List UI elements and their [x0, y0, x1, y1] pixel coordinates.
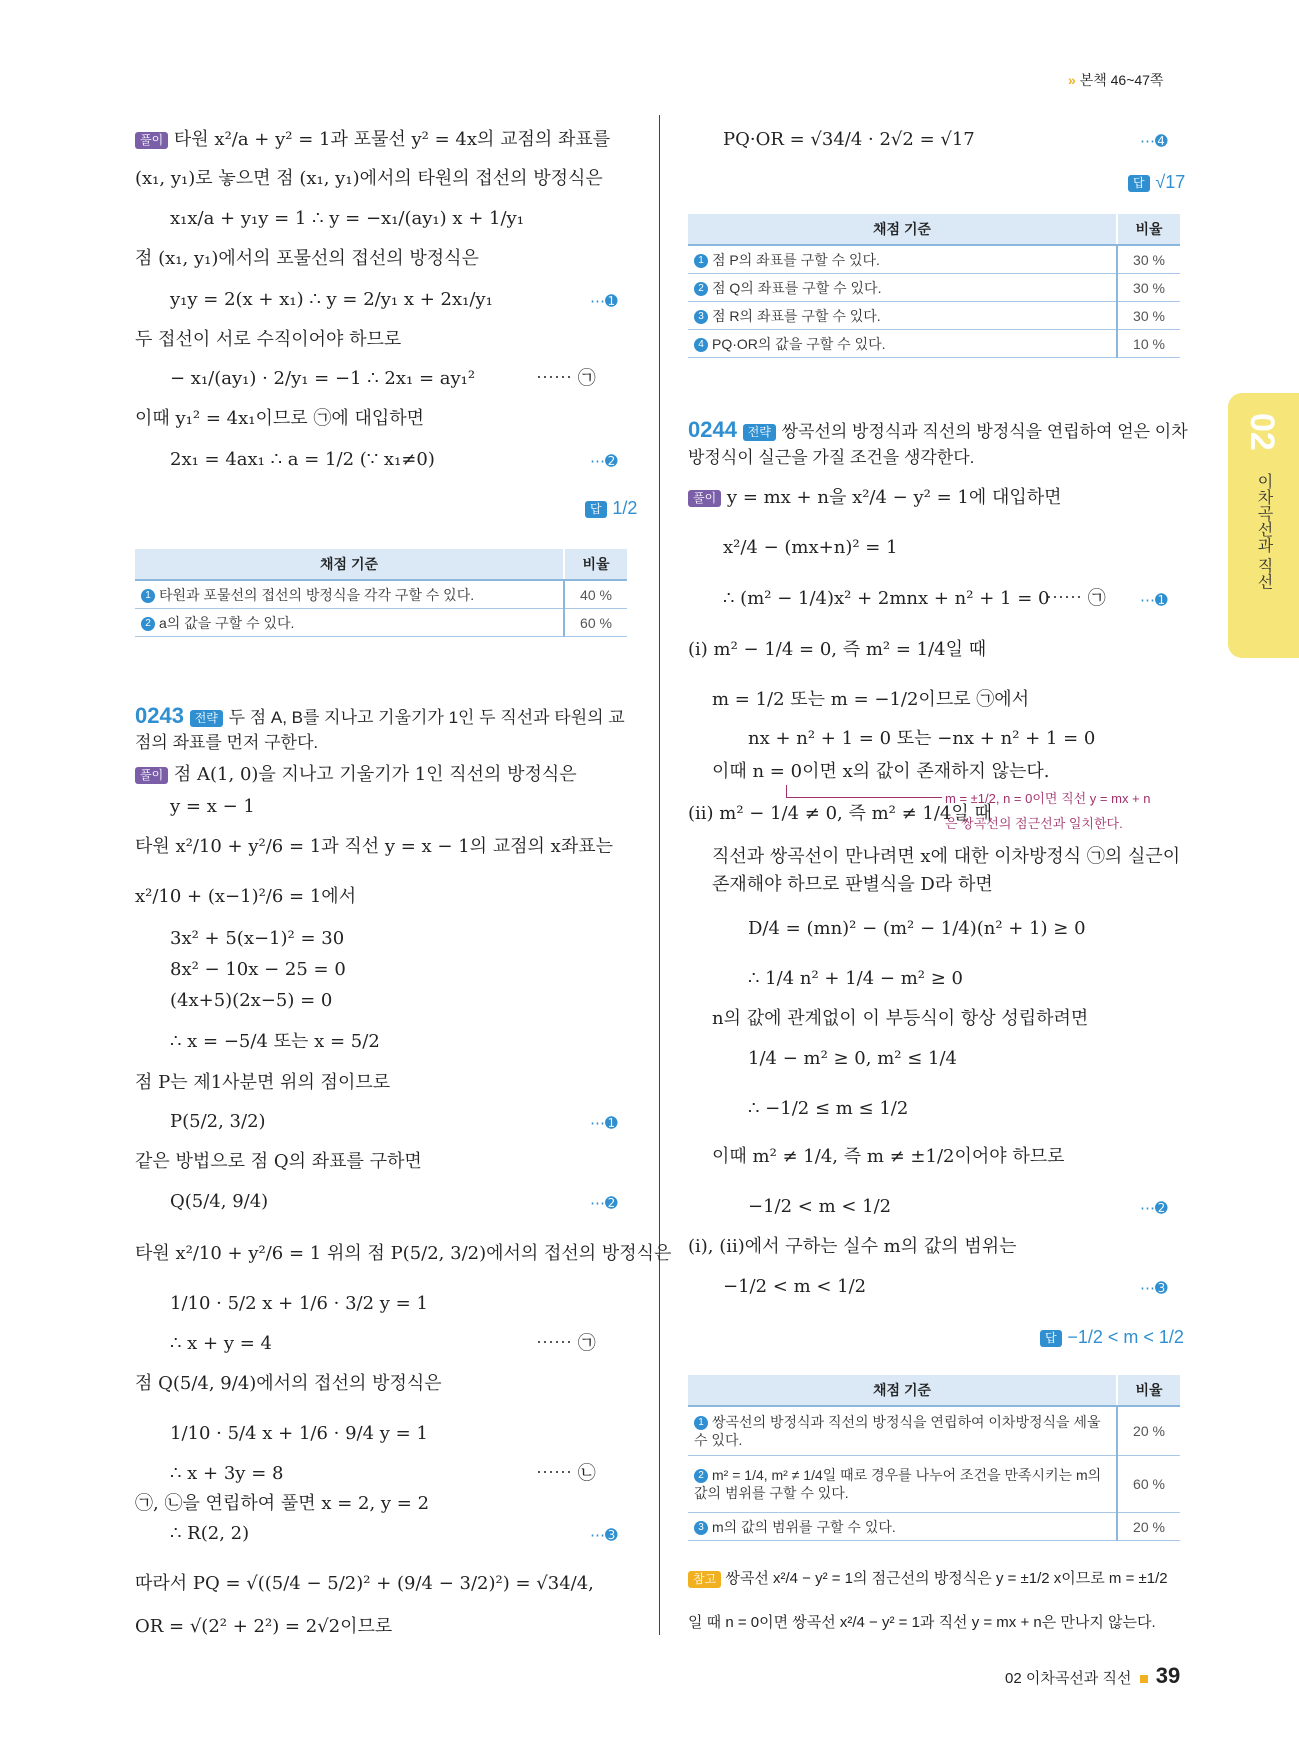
table-header-ratio: 비율: [564, 549, 627, 580]
strategy-tag: 전략: [743, 424, 776, 441]
row-text: 타원과 포물선의 접선의 방정식을 각각 구할 수 있다.: [159, 586, 475, 603]
row-text: 점 P의 좌표를 구할 수 있다.: [712, 251, 880, 268]
table-header-criteria: 채점 기준: [688, 1375, 1117, 1406]
equation-label: ⋯⋯ ㉠: [1046, 588, 1106, 609]
row-number: 2: [694, 282, 708, 296]
equation-line: 8x² − 10x − 25 = 0: [170, 959, 346, 980]
column-divider: [659, 115, 660, 1635]
row-number: 3: [694, 310, 708, 324]
answer: [585, 496, 637, 521]
note-bracket: [786, 785, 942, 798]
table-row: [688, 330, 1180, 358]
equation-line: y = x − 1: [170, 796, 255, 817]
chapter-number: 02: [1243, 413, 1281, 451]
grading-table: [688, 214, 1180, 358]
text-line: 같은 방법으로 점 Q의 좌표를 구하면: [135, 1151, 422, 1172]
solution-tag: 풀이: [135, 767, 168, 784]
problem-heading: [688, 418, 1188, 444]
text-line: ㉠, ㉡을 연립하여 풀면 x = 2, y = 2: [135, 1493, 430, 1514]
equation-line: 1/10 · 5/2 x + 1/6 · 3/2 y = 1: [170, 1293, 428, 1314]
row-text: m² = 1/4, m² ≠ 1/4일 때로 경우를 나누어 조건을 만족시키는 m의 값의 범위를 구할 수 있다.: [694, 1467, 1102, 1501]
footer-square-icon: [1140, 1675, 1148, 1683]
heading-text: 쌍곡선의 방정식과 직선의 방정식을 연립하여 얻은 이차: [781, 422, 1188, 441]
text-line: (i) m² − 1/4 = 0, 즉 m² = 1/4일 때: [688, 639, 987, 660]
solution-tag: 풀이: [688, 490, 721, 507]
step-marker: ⋯➋: [590, 1195, 618, 1212]
problem-number: 0244: [688, 417, 737, 442]
table-row: [688, 245, 1180, 274]
reference-text: 쌍곡선 x²/4 − y² = 1의 점근선의 방정식은 y = ±1/2 x이므로 m = ±1/2: [725, 1570, 1168, 1587]
equation-line: 1/10 · 5/4 x + 1/6 · 9/4 y = 1: [170, 1423, 428, 1444]
equation-line: y₁y = 2(x + x₁) ∴ y = 2/y₁ x + 2x₁/y₁: [170, 289, 493, 310]
answer-icon: 답: [585, 501, 607, 518]
equation-line: x²/4 − (mx+n)² = 1: [723, 537, 898, 558]
reference-tag: 참고: [688, 1571, 721, 1588]
equation-line: ∴ x = −5/4 또는 x = 5/2: [170, 1031, 380, 1052]
text-line: 직선과 쌍곡선이 만나려면 x에 대한 이차방정식 ㉠의 실근이: [712, 846, 1181, 867]
solution-line: [688, 486, 1062, 510]
double-arrow-icon: »: [1068, 72, 1076, 88]
chapter-side-tab: [1228, 393, 1299, 658]
text-line: 타원 x²/10 + y²/6 = 1과 직선 y = x − 1의 교점의 x좌표는: [135, 836, 613, 857]
step-marker: ⋯➋: [590, 453, 618, 470]
equation-line: Q(5/4, 9/4): [170, 1191, 269, 1212]
row-text: 점 R의 좌표를 구할 수 있다.: [712, 307, 881, 324]
text-line: 타원 x²/10 + y²/6 = 1 위의 점 P(5/2, 3/2)에서의 접선의 방정식은: [135, 1243, 672, 1264]
equation-line: (4x+5)(2x−5) = 0: [170, 990, 333, 1011]
text-line: 점 Q(5/4, 9/4)에서의 접선의 방정식은: [135, 1373, 442, 1394]
equation-line: D/4 = (mn)² − (m² − 1/4)(n² + 1) ≥ 0: [748, 918, 1086, 939]
heading-text: 점의 좌표를 먼저 구한다.: [135, 733, 319, 752]
row-text: a의 값을 구할 수 있다.: [159, 614, 295, 631]
equation-line: 2x₁ = 4ax₁ ∴ a = 1/2 (∵ x₁≠0): [170, 449, 435, 470]
step-marker: ⋯➌: [1140, 1280, 1168, 1297]
text-line: 이때 n = 0이면 x의 값이 존재하지 않는다.: [712, 761, 1050, 782]
equation-label: ⋯⋯ ㉡: [536, 1463, 596, 1484]
step-marker: ⋯➌: [590, 1527, 618, 1544]
step-marker: ⋯➋: [1140, 1200, 1168, 1217]
row-number: 4: [694, 338, 708, 352]
text-line: m = 1/2 또는 m = −1/2이므로 ㉠에서: [712, 689, 1030, 710]
problem-number: 0243: [135, 703, 184, 728]
side-note: 은 쌍곡선의 점근선과 일치한다.: [945, 816, 1123, 831]
solution-line: [135, 763, 577, 787]
equation-line: x²/10 + (x−1)²/6 = 1에서: [135, 886, 357, 907]
solution-tag: 풀이: [135, 132, 168, 149]
equation-line: − x₁/(ay₁) · 2/y₁ = −1 ∴ 2x₁ = ay₁²: [170, 368, 476, 389]
row-text: PQ·OR의 값을 구할 수 있다.: [712, 335, 886, 352]
equation-line: ∴ x + 3y = 8: [170, 1463, 284, 1484]
equation-line: −1/2 < m < 1/2: [748, 1196, 892, 1217]
grading-table: [688, 1375, 1180, 1541]
text-line: (x₁, y₁)로 놓으면 점 (x₁, y₁)에서의 타원의 접선의 방정식은: [135, 168, 603, 189]
table-row: [688, 1456, 1180, 1513]
row-number: 2: [694, 1469, 708, 1483]
equation-line: x₁x/a + y₁y = 1 ∴ y = −x₁/(ay₁) x + 1/y₁: [170, 208, 524, 229]
row-text: m의 값의 범위를 구할 수 있다.: [712, 1518, 896, 1535]
equation-line: PQ·OR = √34/4 · 2√2 = √17: [723, 129, 975, 150]
heading-text: 방정식이 실근을 가질 조건을 생각한다.: [688, 448, 975, 467]
text-line: y = mx + n을 x²/4 − y² = 1에 대입하면: [726, 487, 1062, 508]
equation-label: ⋯⋯ ㉠: [536, 368, 596, 389]
answer-value: √17: [1155, 172, 1186, 192]
row-number: 1: [141, 589, 155, 603]
row-ratio: 60 %: [564, 609, 627, 637]
row-ratio: 40 %: [564, 580, 627, 609]
equation-line: ∴ −1/2 ≤ m ≤ 1/2: [748, 1098, 909, 1119]
row-number: 3: [694, 1521, 708, 1535]
text-line: 점 P는 제1사분면 위의 점이므로: [135, 1072, 391, 1093]
table-row: [688, 274, 1180, 302]
row-ratio: 30 %: [1117, 274, 1180, 302]
table-row: [688, 302, 1180, 330]
row-ratio: 30 %: [1117, 302, 1180, 330]
answer-icon: 답: [1040, 1330, 1062, 1347]
text-line: 존재해야 하므로 판별식을 D라 하면: [712, 874, 993, 895]
row-ratio: 30 %: [1117, 245, 1180, 274]
grading-table: [135, 549, 627, 637]
text-line: 이때 m² ≠ 1/4, 즉 m ≠ ±1/2이어야 하므로: [712, 1146, 1065, 1167]
answer-icon: 답: [1128, 175, 1150, 192]
page-reference: [1068, 70, 1163, 90]
table-header-ratio: 비율: [1117, 1375, 1180, 1406]
row-ratio: 60 %: [1117, 1456, 1180, 1513]
row-ratio: 10 %: [1117, 330, 1180, 358]
chapter-title: 이차곡선과 직선: [1255, 473, 1272, 590]
table-row: [135, 609, 627, 637]
answer-value: 1/2: [612, 498, 638, 518]
equation-line: ∴ R(2, 2): [170, 1523, 250, 1544]
step-marker: ⋯➍: [1140, 133, 1168, 150]
table-header-criteria: 채점 기준: [135, 549, 564, 580]
row-text: 쌍곡선의 방정식과 직선의 방정식을 연립하여 이차방정식을 세울 수 있다.: [694, 1414, 1101, 1448]
step-marker: ⋯➊: [1140, 592, 1168, 609]
problem-heading: [135, 704, 625, 730]
reference-text: 일 때 n = 0이면 쌍곡선 x²/4 − y² = 1과 직선 y = mx + n은 만나지 않는다.: [688, 1614, 1156, 1631]
table-row: [688, 1406, 1180, 1456]
equation-label: ⋯⋯ ㉠: [536, 1333, 596, 1354]
strategy-tag: 전략: [190, 710, 223, 727]
step-marker: ⋯➊: [590, 293, 618, 310]
answer: [1128, 170, 1185, 195]
text-line: 두 접선이 서로 수직이어야 하므로: [135, 329, 402, 350]
heading-text: 두 점 A, B를 지나고 기울기가 1인 두 직선과 타원의 교: [228, 708, 625, 727]
footer-chapter: 02 이차곡선과 직선: [1005, 1670, 1132, 1687]
text-line: 타원 x²/a + y² = 1과 포물선 y² = 4x의 교점의 좌표를: [173, 129, 611, 150]
row-text: 점 Q의 좌표를 구할 수 있다.: [712, 279, 882, 296]
equation-line: 따라서 PQ = √((5/4 − 5/2)² + (9/4 − 3/2)²) = √34/4,: [135, 1573, 594, 1594]
text-line: 이때 y₁² = 4x₁이므로 ㉠에 대입하면: [135, 408, 424, 429]
table-row: [688, 1513, 1180, 1541]
equation-line: −1/2 < m < 1/2: [723, 1276, 867, 1297]
reference-note: [688, 1567, 1168, 1591]
text-line: n의 값에 관계없이 이 부등식이 항상 성립하려면: [712, 1008, 1089, 1029]
text-line: 점 A(1, 0)을 지나고 기울기가 1인 직선의 방정식은: [173, 764, 577, 785]
answer-value: −1/2 < m < 1/2: [1067, 1327, 1184, 1347]
page-number: 39: [1155, 1663, 1181, 1688]
text-line: (i), (ii)에서 구하는 실수 m의 값의 범위는: [688, 1236, 1017, 1257]
equation-line: ∴ (m² − 1/4)x² + 2mnx + n² + 1 = 0: [723, 588, 1050, 609]
table-header-ratio: 비율: [1117, 214, 1180, 245]
equation-line: ∴ 1/4 n² + 1/4 − m² ≥ 0: [748, 968, 963, 989]
text-line: 점 (x₁, y₁)에서의 포물선의 접선의 방정식은: [135, 248, 479, 269]
row-number: 2: [141, 617, 155, 631]
table-header-criteria: 채점 기준: [688, 214, 1117, 245]
answer: [1040, 1325, 1184, 1350]
text-line: (ii) m² − 1/4 ≠ 0, 즉 m² ≠ 1/4일 때: [688, 803, 992, 824]
solution-line: [135, 128, 610, 152]
row-ratio: 20 %: [1117, 1513, 1180, 1541]
equation-line: 1/4 − m² ≥ 0, m² ≤ 1/4: [748, 1048, 957, 1069]
row-ratio: 20 %: [1117, 1406, 1180, 1456]
equation-line: nx + n² + 1 = 0 또는 −nx + n² + 1 = 0: [748, 728, 1096, 749]
side-note: m = ±1/2, n = 0이면 직선 y = mx + n: [945, 791, 1151, 806]
footer: [1005, 1663, 1180, 1689]
row-number: 1: [694, 1416, 708, 1430]
row-number: 1: [694, 254, 708, 268]
equation-line: ∴ x + y = 4: [170, 1333, 272, 1354]
page-ref-text: 본책 46~47쪽: [1079, 72, 1164, 88]
table-row: [135, 580, 627, 609]
step-marker: ⋯➊: [590, 1115, 618, 1132]
equation-line: OR = √(2² + 2²) = 2√2이므로: [135, 1616, 393, 1637]
equation-line: P(5/2, 3/2): [170, 1111, 266, 1132]
equation-line: 3x² + 5(x−1)² = 30: [170, 928, 345, 949]
